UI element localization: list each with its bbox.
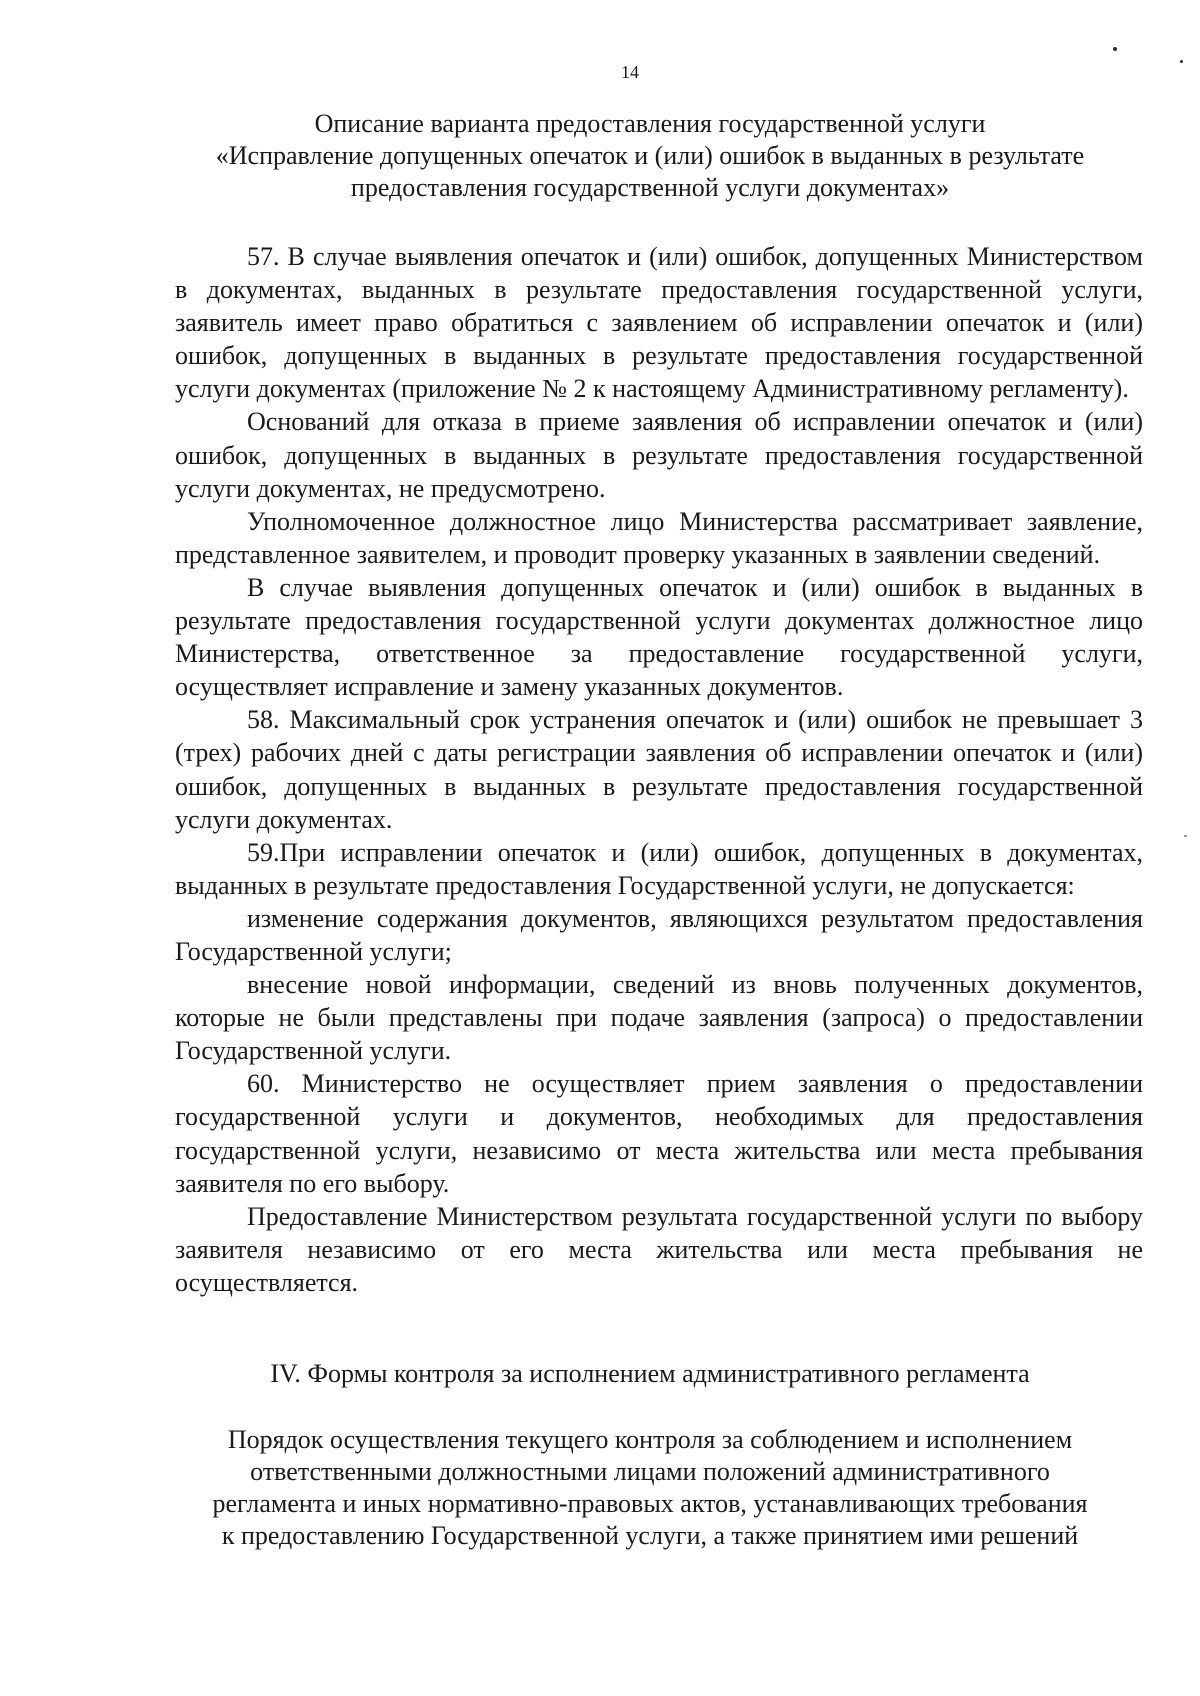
- scan-artifact-dot: [1113, 47, 1117, 51]
- paragraph-no-refusal-grounds: Оснований для отказа в приеме заявления об исправлении опечаток и (или) ошибок, допущенных в выданных в результате предоставления государственной услуги документах, не предусмотрено.: [175, 407, 1143, 503]
- section-heading: IV. Формы контроля за исполнением административного регламента: [270, 1359, 1030, 1388]
- heading-line: предоставления государственной услуги документах»: [350, 173, 950, 202]
- heading-line: ответственными должностными лицами положений административного: [250, 1457, 1050, 1486]
- document-body: [175, 240, 1143, 1299]
- paragraph-authorized-official: Уполномоченное должностное лицо Министерства рассматривает заявление, представленное заявителем, и проводит проверку указанных в заявлении сведений.: [175, 506, 1143, 569]
- page-number: 14: [621, 62, 639, 82]
- paragraph-content-change: изменение содержания документов, являющихся результатом предоставления Государственной услуги;: [175, 903, 1143, 966]
- heading-line: Описание варианта предоставления государственной услуги: [314, 109, 986, 138]
- heading-line: «Исправление допущенных опечаток и (или) ошибок в выданных в результате: [215, 141, 1085, 170]
- paragraph-new-information: внесение новой информации, сведений из вновь полученных документов, которые не были представлены при подаче заявления (запроса) о предоставлении Государственной услуги.: [175, 970, 1143, 1066]
- paragraph-result-provision: Предоставление Министерством результата государственной услуги по выбору заявителя независимо от его места жительства или места пребывания не осуществляется.: [175, 1201, 1143, 1297]
- heading-line: к предоставлению Государственной услуги, а также принятием ими решений: [221, 1521, 1079, 1550]
- paragraph-60: 60. Министерство не осуществляет прием заявления о предоставлении государственной услуги и документов, необходимых для предоставления государственной услуги, независимо от места жительства или места пребывания заявителя по его выбору.: [175, 1069, 1143, 1198]
- paragraph-57: 57. В случае выявления опечаток и (или) ошибок, допущенных Министерством в документах, выданных в результате предоставления государственной услуги, заявитель имеет право обратиться с заявлением об исправлении опечаток и (или) ошибок, допущенных в выданных в результате предоставления государственной услуги документах (приложение № 2 к настоящему Административному регламенту).: [175, 242, 1143, 404]
- variant-description-heading: [170, 108, 1130, 204]
- scan-artifact-mark: [1184, 835, 1187, 837]
- heading-line: регламента и иных нормативно-правовых актов, устанавливающих требования: [212, 1489, 1088, 1518]
- paragraph-errors-detected: В случае выявления допущенных опечаток и (или) ошибок в выданных в результате предоставления государственной услуги документах должностное лицо Министерства, ответственное за предоставление государственной услуги, осуществляет исправление и замену указанных документов.: [175, 572, 1143, 702]
- heading-line: Порядок осуществления текущего контроля за соблюдением и исполнением: [227, 1425, 1073, 1454]
- paragraph-59: 59.При исправлении опечаток и (или) ошибок, допущенных в документах, выданных в результате предоставления Государственной услуги, не допускается:: [175, 837, 1143, 900]
- subsection-heading: [170, 1424, 1130, 1552]
- paragraph-58: 58. Максимальный срок устранения опечаток и (или) ошибок не превышает 3 (трех) рабочих дней с даты регистрации заявления об исправлении опечаток и (или) ошибок, допущенных в выданных в результате предоставления государственной услуги документах.: [175, 705, 1143, 834]
